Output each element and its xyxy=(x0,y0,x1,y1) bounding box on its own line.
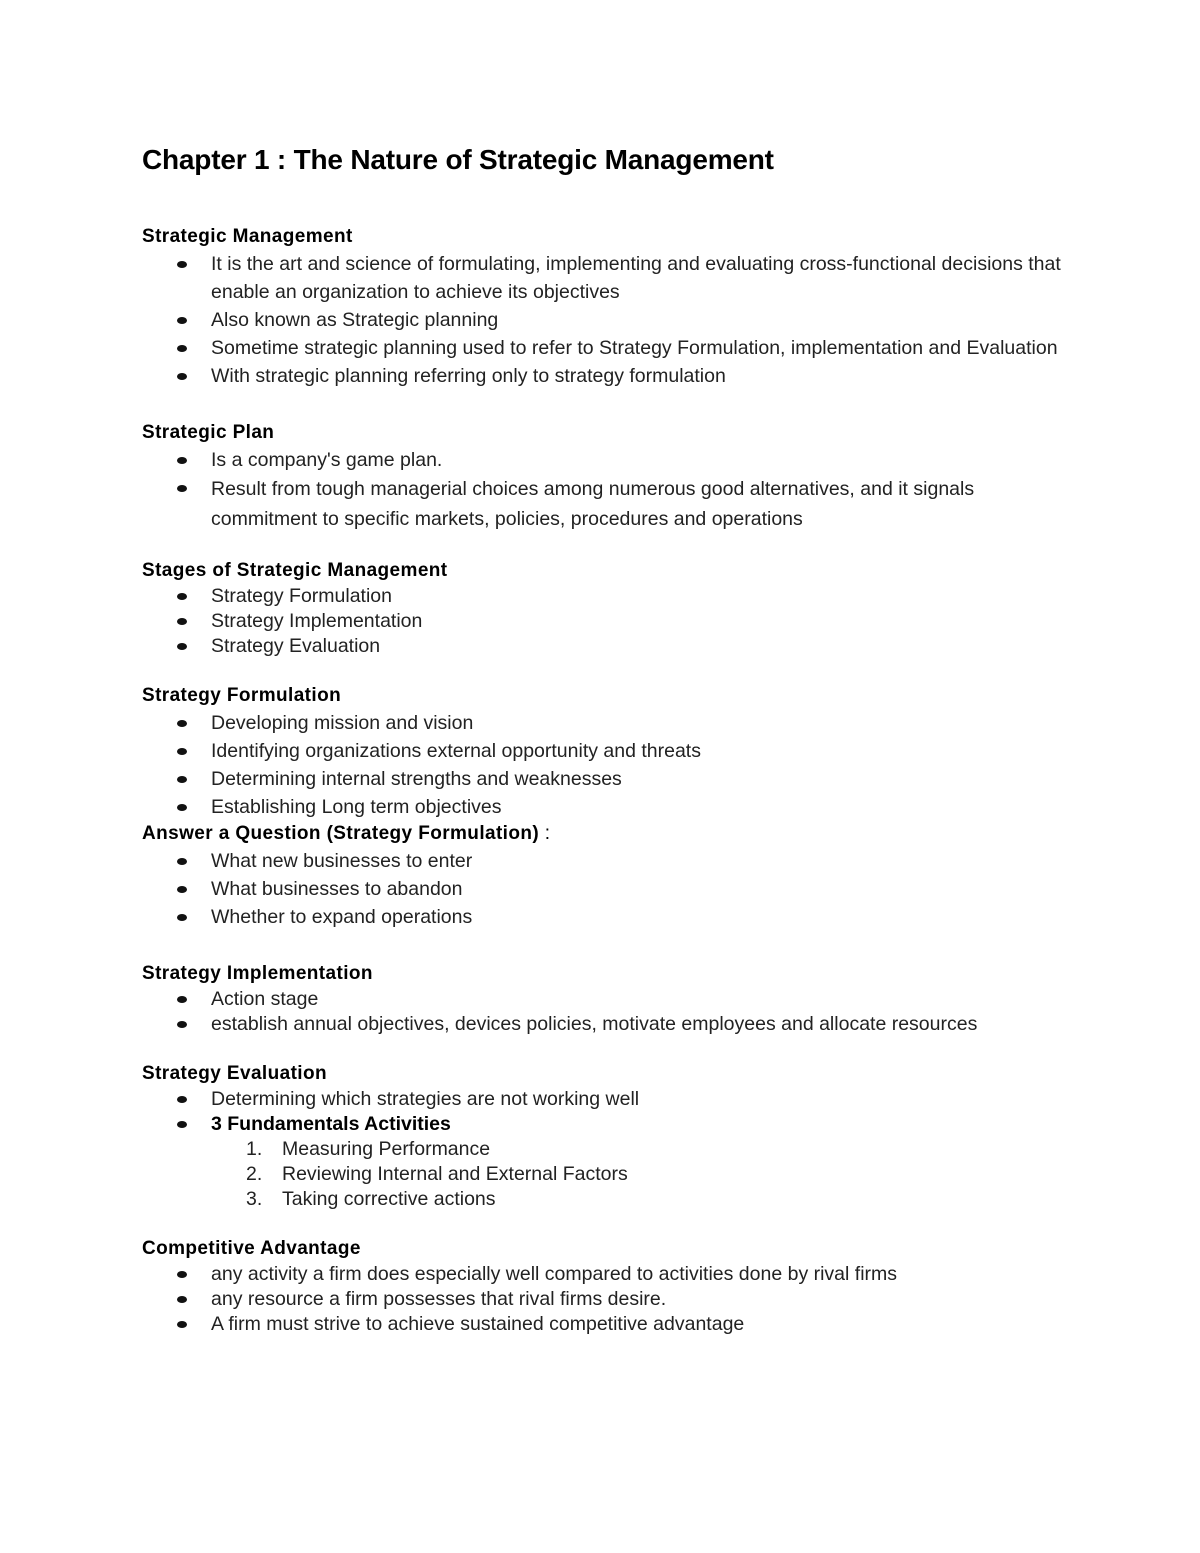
numbered-list xyxy=(142,1137,1082,1212)
bullet-icon xyxy=(177,618,187,625)
bullet-icon xyxy=(177,1321,187,1328)
list-item: A firm must strive to achieve sustained competitive advantage xyxy=(142,1312,1082,1337)
bullet-list xyxy=(142,709,1082,821)
bullet-icon xyxy=(177,485,187,492)
section-heading: Strategy Implementation xyxy=(142,963,373,984)
document-body xyxy=(142,142,1082,1337)
section-heading: Answer a Question (Strategy Formulation) : xyxy=(142,823,551,844)
bullet-icon xyxy=(177,886,187,893)
section-question xyxy=(142,821,1082,931)
bullet-icon xyxy=(177,643,187,650)
list-item: It is the art and science of formulating, implementing and evaluating cross-functional decisions that enable an organization to achieve its objectives xyxy=(142,250,1082,306)
section-heading: Competitive Advantage xyxy=(142,1238,361,1259)
bullet-icon xyxy=(177,1096,187,1103)
list-item: Strategy Formulation xyxy=(142,584,1082,609)
bullet-icon xyxy=(177,1021,187,1028)
bullet-icon xyxy=(177,261,187,268)
list-item: Identifying organizations external opportunity and threats xyxy=(142,737,1082,765)
list-item: Whether to expand operations xyxy=(142,903,1082,931)
list-item: any resource a firm possesses that rival firms desire. xyxy=(142,1287,1082,1312)
list-item: any activity a firm does especially well compared to activities done by rival firms xyxy=(142,1262,1082,1287)
bullet-list xyxy=(142,446,1082,534)
list-item: Determining internal strengths and weaknesses xyxy=(142,765,1082,793)
bullet-icon xyxy=(177,345,187,352)
section-heading: Stages of Strategic Management xyxy=(142,560,448,581)
bullet-icon xyxy=(177,1271,187,1278)
section-stages xyxy=(142,558,1082,659)
bullet-list xyxy=(142,584,1082,659)
section-evaluation xyxy=(142,1061,1082,1212)
bullet-icon xyxy=(177,720,187,727)
bullet-icon xyxy=(177,748,187,755)
bullet-list xyxy=(142,847,1082,931)
list-item: Sometime strategic planning used to refer to Strategy Formulation, implementation and Evaluation xyxy=(142,334,1082,362)
bullet-list xyxy=(142,1262,1082,1337)
section-heading: Strategic Management xyxy=(142,226,353,247)
bullet-icon xyxy=(177,804,187,811)
bullet-list xyxy=(142,250,1082,390)
list-item: establish annual objectives, devices policies, motivate employees and allocate resources xyxy=(142,1012,1082,1037)
list-item: Result from tough managerial choices among numerous good alternatives, and it signals commitment to specific markets, policies, procedures and operations xyxy=(142,474,1082,534)
bullet-icon xyxy=(177,593,187,600)
list-item: 1. Measuring Performance xyxy=(246,1138,491,1160)
bullet-icon xyxy=(177,317,187,324)
section-strategic-plan xyxy=(142,420,1082,534)
section-formulation xyxy=(142,683,1082,821)
list-item: Developing mission and vision xyxy=(142,709,1082,737)
bullet-icon xyxy=(177,914,187,921)
list-item: Action stage xyxy=(142,987,1082,1012)
section-heading: Strategic Plan xyxy=(142,422,275,443)
list-item: What new businesses to enter xyxy=(142,847,1082,875)
list-item: 3 Fundamentals Activities xyxy=(142,1112,1082,1137)
bullet-icon xyxy=(177,996,187,1003)
list-item: Also known as Strategic planning xyxy=(142,306,1082,334)
section-strategic-management xyxy=(142,224,1082,390)
bullet-icon xyxy=(177,1121,187,1128)
list-item: Strategy Implementation xyxy=(142,609,1082,634)
section-competitive-advantage xyxy=(142,1236,1082,1337)
bullet-icon xyxy=(177,776,187,783)
section-implementation xyxy=(142,961,1082,1037)
page-title: Chapter 1 : The Nature of Strategic Management xyxy=(142,144,774,175)
bullet-icon xyxy=(177,373,187,380)
bullet-icon xyxy=(177,1296,187,1303)
bullet-list xyxy=(142,1087,1082,1137)
section-heading: Strategy Formulation xyxy=(142,685,342,706)
list-item: Establishing Long term objectives xyxy=(142,793,1082,821)
list-item: Strategy Evaluation xyxy=(142,634,1082,659)
list-item: Determining which strategies are not working well xyxy=(142,1087,1082,1112)
list-item: 3. Taking corrective actions xyxy=(246,1188,496,1210)
section-heading: Strategy Evaluation xyxy=(142,1063,327,1084)
list-item: 2. Reviewing Internal and External Factors xyxy=(246,1163,628,1185)
list-item: Is a company's game plan. xyxy=(142,446,1082,474)
bullet-icon xyxy=(177,457,187,464)
bullet-icon xyxy=(177,858,187,865)
bullet-list xyxy=(142,987,1082,1037)
list-item: What businesses to abandon xyxy=(142,875,1082,903)
list-item: With strategic planning referring only to strategy formulation xyxy=(142,362,1082,390)
